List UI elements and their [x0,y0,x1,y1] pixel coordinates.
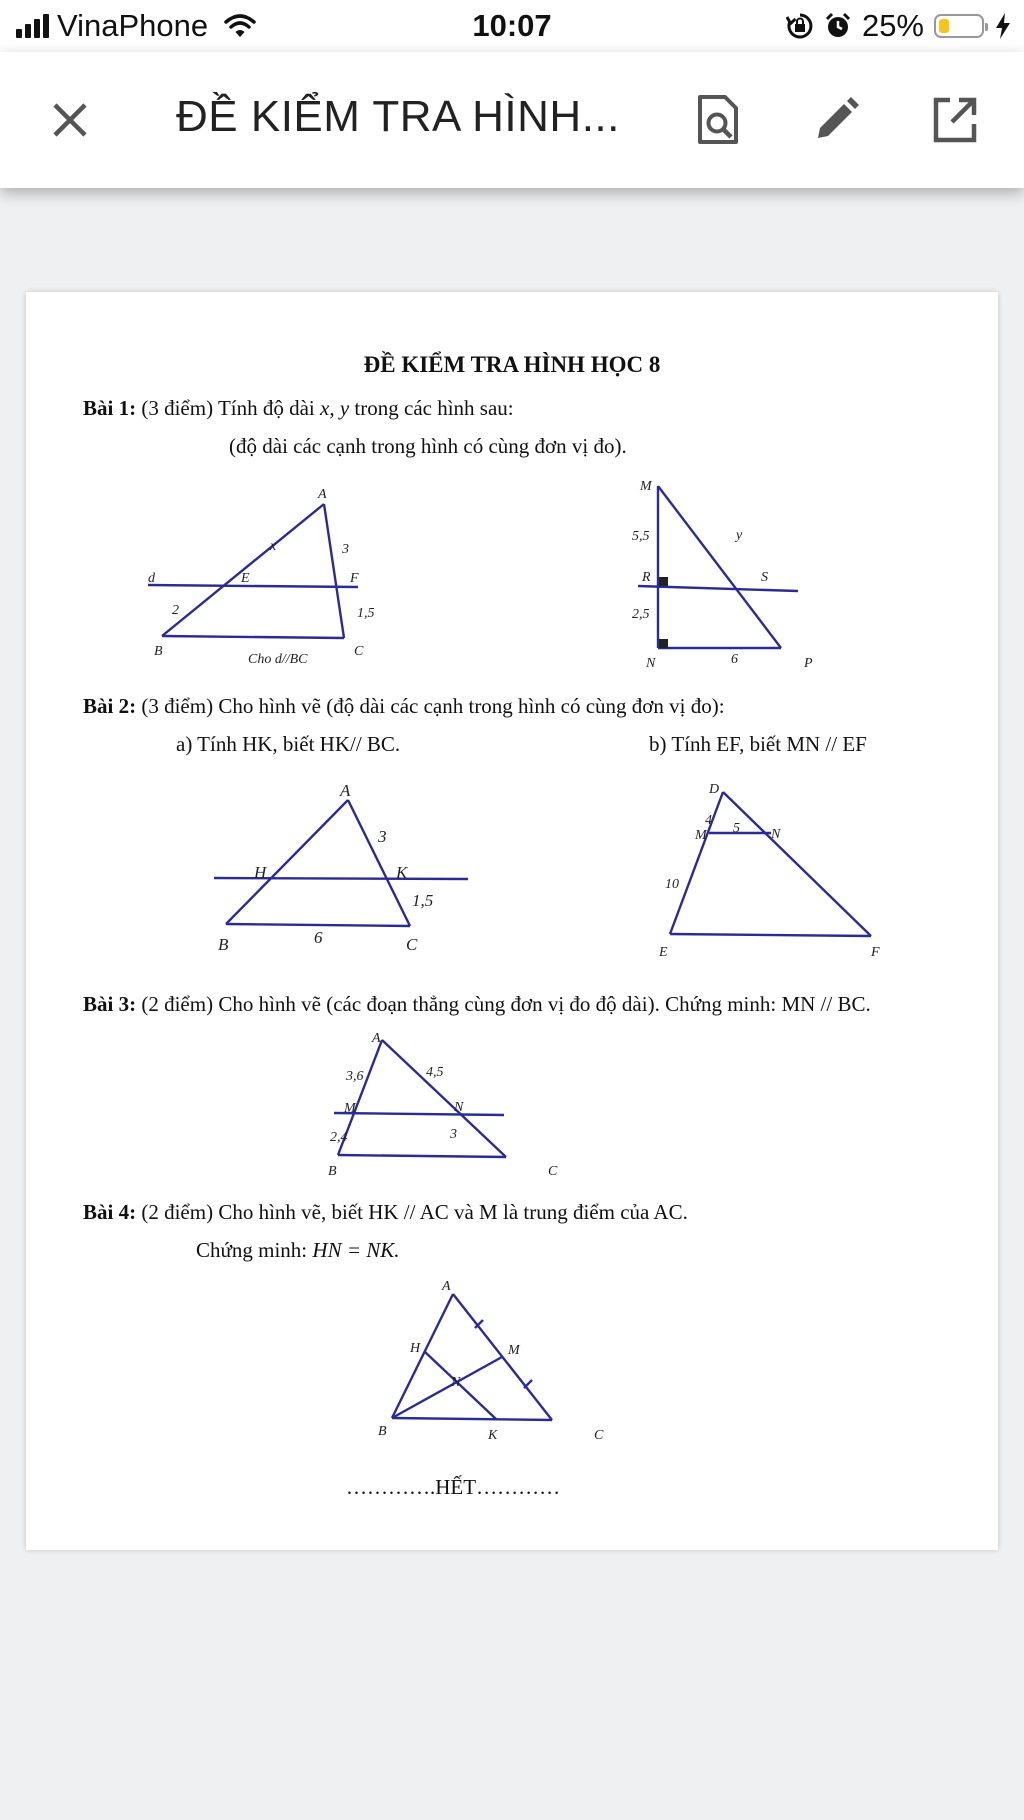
bai1-note: (độ dài các cạnh trong hình có cùng đơn vị đo). [229,434,627,458]
caption-d-parallel-bc: Cho d//BC [248,652,308,667]
label-6: 6 [314,928,323,947]
carrier-name: VinaPhone [57,8,209,43]
label-5: 5 [733,821,740,836]
label-6: 6 [731,652,738,667]
bai4-prove-expr: HN = NK. [312,1238,400,1262]
side-bc [226,924,410,926]
bai4-prove [196,1238,400,1263]
figure-2b [653,780,923,970]
label-5-5: 5,5 [632,529,650,544]
label-b: B [154,644,163,659]
label-n: N [771,827,781,842]
status-bar [0,0,1024,52]
label-m: M [344,1101,356,1116]
right-angle-n [659,639,668,648]
figure-1a [148,480,398,665]
side-df [723,792,871,936]
bai3-text [83,992,871,1017]
label-e: E [659,945,668,960]
label-2-5: 2,5 [632,607,650,622]
label-m: M [508,1343,520,1358]
bai1-label: Bài 1: [83,396,137,420]
side-bc [338,1155,506,1157]
label-b: B [328,1164,337,1179]
label-c: C [406,935,418,954]
bai2-text-body: (3 điểm) Cho hình vẽ (độ dài các cạnh trong hình có cùng đơn vị đo): [136,694,725,718]
figure-4 [368,1279,628,1459]
document-title: ĐỀ KIỂM TRA HÌNH... [176,92,620,141]
bai2-part-b: b) Tính EF, biết MN // EF [649,732,867,756]
label-1-5: 1,5 [412,891,434,910]
label-a: A [372,1031,381,1046]
bai1-text-b: trong các hình sau: [349,396,514,420]
label-m: M [695,828,707,843]
label-b: B [378,1424,387,1439]
label-y: y [736,528,743,543]
label-m: M [640,479,652,494]
label-n: N [646,656,656,671]
right-angle-r [659,577,668,586]
figure-2a [206,780,506,970]
label-c: C [354,644,364,659]
bai1-text-a: (3 điểm) Tính độ dài [141,396,321,420]
page-heading: ĐỀ KIỂM TRA HÌNH HỌC 8 [363,352,661,377]
label-3: 3 [378,827,387,846]
line-mn [334,1113,504,1115]
label-f: F [871,945,880,960]
label-a: A [442,1279,451,1294]
bai3-label: Bài 3: [83,992,137,1016]
end-marker: ………….HẾT………… [346,1475,561,1499]
label-e: E [241,571,250,586]
document-page [26,292,998,1550]
label-c: C [548,1164,558,1179]
label-k: K [488,1428,498,1443]
label-a: A [340,781,351,800]
label-r: R [642,570,651,585]
label-k: K [396,863,408,882]
label-10: 10 [665,877,679,892]
bai2-text [83,694,725,719]
side-de [670,792,723,934]
label-d: d [148,571,155,586]
segment-hk [425,1352,496,1419]
label-4-5: 4,5 [426,1065,444,1080]
bai4-text-body: (2 điểm) Cho hình vẽ, biết HK // AC và M là trung điểm của AC. [136,1200,688,1224]
open-external-button[interactable] [920,86,988,154]
bai2-label: Bài 2: [83,694,137,718]
line-hk [214,878,468,879]
label-h: H [410,1341,421,1356]
app-toolbar [0,52,1024,188]
alarm-icon [824,12,852,40]
bai1-text [83,396,514,421]
label-3: 3 [450,1127,457,1142]
find-in-document-button[interactable] [684,86,752,154]
bai2-part-a: a) Tính HK, biết HK// BC. [176,732,401,756]
label-3-6: 3,6 [346,1069,364,1084]
label-p: P [804,656,813,671]
label-n: N [454,1100,464,1115]
label-s: S [761,570,768,585]
label-n: N [451,1375,461,1390]
side-ac [453,1294,552,1420]
label-f: F [350,571,359,586]
side-bc [162,636,344,638]
side-bc [392,1418,552,1420]
open-external-icon [930,96,978,144]
side-mp [658,486,781,648]
label-a: A [318,487,327,502]
side-ac [382,1040,506,1157]
battery-percent: 25% [861,8,924,43]
rotation-lock-icon [786,12,814,40]
battery-icon [934,14,984,38]
document-search-icon [696,94,740,146]
label-4: 4 [705,813,712,828]
label-d: D [709,782,720,797]
charging-bolt-icon [994,12,1012,40]
label-2-4: 2,4 [330,1130,348,1145]
side-ab [162,504,324,636]
label-1-5: 1,5 [357,606,375,621]
pencil-icon [812,96,860,144]
bai4-label: Bài 4: [83,1200,137,1224]
label-3: 3 [342,542,349,557]
side-ef [670,934,871,936]
bai4-text [83,1200,688,1225]
line-rs [638,586,798,591]
label-h: H [254,863,267,882]
bai1-vars: x, y [320,396,350,420]
close-button[interactable] [36,86,104,154]
side-ab [392,1294,453,1418]
label-2: 2 [172,603,179,618]
side-ab [226,800,348,924]
close-icon [50,100,90,140]
figure-3 [326,1031,566,1182]
bai3-text-body: (2 điểm) Cho hình vẽ (các đoạn thẳng cùng đơn vị đo độ dài). Chứng minh: MN // BC. [136,992,871,1016]
bai4-prove-label: Chứng minh: [196,1238,313,1262]
line-d [148,585,358,587]
label-x: x [270,539,277,554]
figure-1b [624,479,824,671]
side-ac [324,504,344,638]
label-c: C [594,1428,604,1443]
label-b: B [218,935,229,954]
edit-button[interactable] [802,86,870,154]
clock: 10:07 [472,8,552,43]
